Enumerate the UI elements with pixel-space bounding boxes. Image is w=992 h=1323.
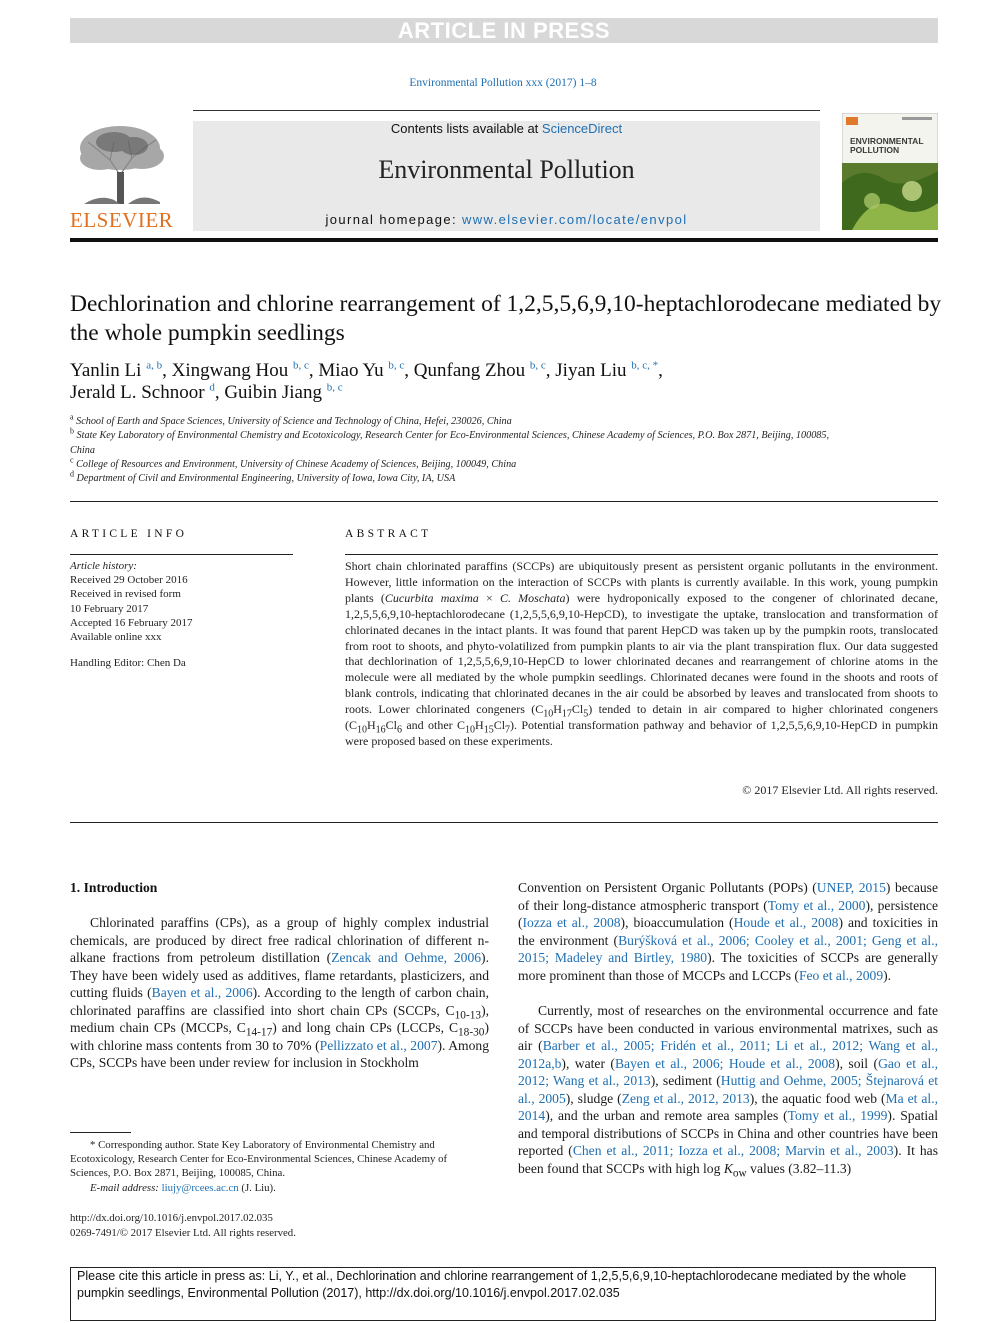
journal-reference[interactable]: Environmental Pollution xxx (2017) 1–8 [409, 77, 597, 89]
history-label: Article history: [70, 560, 137, 572]
elsevier-logo[interactable] [70, 120, 173, 232]
citation-link[interactable]: Huttig and Oehme, 2005; Štejnarová et al., 2005 [518, 1073, 938, 1106]
citation-link[interactable]: Ma et al., 2014 [518, 1090, 938, 1123]
body-text: ), bioaccumulation ( [620, 915, 734, 930]
affiliation: $^a$ School of Earth and Space Sciences, University of Science and Technology of China, Hefei, 230026, China [70, 412, 512, 427]
body-text: ). Among CPs, SCCPs have been under review for inclusion in Stockholm [70, 1037, 490, 1070]
homepage-prefix: journal homepage: [325, 212, 462, 227]
citation-link[interactable]: Zencak and Oehme, 2006 [331, 950, 482, 965]
author[interactable]: Jiyan Liu $^{b, c, *}$ [555, 359, 659, 381]
affiliations [70, 412, 830, 486]
author-line-1: Yanlin Li $^{a, b}$, Xingwang Hou $^{b, c}$, Miao Yu $^{b, c}$, Qunfang Zhou $^{b, c}$, Jiyan Liu $^{b, c, *}$, [70, 359, 663, 381]
author-list [70, 360, 950, 404]
body-text: ), and the urban and remote area samples ( [545, 1108, 788, 1123]
article-in-press-banner: ARTICLE IN PRESS [70, 18, 938, 43]
citation-box: Please cite this article in press as: Li, Y., et al., Dechlorination and chlorine rearrangement of 1,2,5,5,6,9,10-heptachlorodecane mediated by the whole pumpkin seedlings, Environmental Pollution (2017), http://dx.doi.org/10.1016/j.envpol.2017.02.035 [70, 1267, 936, 1321]
citation-link[interactable]: Iozza et al., 2008 [522, 915, 621, 930]
author-line-2: Jerald L. Schnoor $^d$, Guibin Jiang $^{b, c}$ [70, 381, 343, 403]
affiliation: $^b$ State Key Laboratory of Environmental Chemistry and Ecotoxicology, Research Center for Eco-Environmental Sciences, Chinese Academy of Sciences, P.O. Box 2871, Beijing, 100085, China [70, 426, 830, 456]
body-text: ), sediment ( [650, 1073, 721, 1088]
journal-cover-image [842, 113, 938, 230]
issn-copyright: 0269-7491/© 2017 Elsevier Ltd. All rights reserved. [70, 1227, 296, 1239]
body-text: ), water ( [561, 1055, 615, 1071]
body-text: ). The toxicities of SCCPs are generally more prominent than those of MCCPs and LCCPs ( [518, 950, 938, 983]
section-heading-introduction: 1. Introduction [70, 880, 158, 895]
abstract-heading: ABSTRACT [345, 528, 432, 540]
citation-link[interactable]: Burýšková et al., 2006; Cooley et al., 2001; Geng et al., 2015; Madeley and Birtley, 1980 [518, 932, 939, 965]
citation-link[interactable]: Gao et al., 2012; Wang et al., 2013 [518, 1055, 939, 1088]
author[interactable]: Jerald L. Schnoor $^d$ [70, 381, 215, 403]
header-top-rule [193, 110, 820, 111]
doi-link[interactable]: http://dx.doi.org/10.1016/j.envpol.2017.02.035 [70, 1212, 273, 1224]
body-text: ) with chlorine mass contents from 30 to 70% ( [70, 1020, 489, 1053]
affiliation: $^d$ Department of Civil and Environmental Engineering, University of Iowa, Iowa City, IA, USA [70, 469, 456, 485]
body-text: ). They have been widely used as additives, flame retardants, plasticizers, and cutting fluids ( [70, 950, 489, 1000]
article-title: Dechlorination and chlorine rearrangement of 1,2,5,5,6,9,10-heptachlorodecane mediated by the whole pumpkin seedlings [70, 291, 942, 346]
body-text: ), medium chain CPs (MCCPs, C [70, 1002, 489, 1035]
handling-editor: Handling Editor: Chen Da [70, 657, 186, 670]
citation-link[interactable]: Bayen et al., 2006 [151, 985, 253, 1000]
citation-link[interactable]: Zeng et al., 2012, 2013 [621, 1090, 750, 1106]
article-history [70, 559, 293, 670]
subscript: 10-13 [454, 1009, 482, 1022]
intro-paragraph-2 [518, 879, 938, 984]
body-text: Convention on Persistent Organic Pollutants (POPs) ( [518, 880, 817, 895]
abstract-rule [345, 554, 938, 555]
citation-link[interactable]: Pellizzato et al., 2007 [319, 1037, 438, 1053]
abstract-end-rule [70, 822, 938, 823]
body-text: ), the aquatic food web ( [749, 1090, 886, 1106]
body-text: ) and toxicities in the environment ( [518, 915, 938, 948]
citation-link[interactable]: UNEP, 2015 [816, 880, 886, 895]
body-text: ), sludge ( [565, 1090, 622, 1106]
affiliation: $^c$ College of Resources and Environment, University of Chinese Academy of Sciences, Beijing, 100049, China [70, 455, 517, 470]
body-text: ). Spatial and temporal distributions of SCCPs in China and other countries have been reported ( [518, 1108, 938, 1158]
journal-homepage [193, 212, 820, 227]
author[interactable]: Xingwang Hou $^{b, c}$ [171, 359, 309, 381]
cover-title: ENVIRONMENTAL POLLUTION [850, 136, 924, 155]
citation-link[interactable]: Barber et al., 2005; Fridén et al., 2011; Li et al., 2012; Wang et al., 2012a,b [518, 1038, 938, 1071]
corresponding-author-note: * Corresponding author. State Key Laboratory of Environmental Chemistry and Ecotoxicology, Research Center for Eco-Environmental Sciences, Chinese Academy of Sciences, P.O. Box 2871, Beijing, 100085, China. [70, 1139, 448, 1180]
journal-name[interactable]: Environmental Pollution [378, 155, 635, 184]
subscript: ow [732, 1167, 747, 1180]
contents-prefix: Contents lists available at [390, 121, 542, 136]
body-text: ). [883, 967, 892, 983]
history-item: Accepted 16 February 2017 [70, 616, 193, 629]
footnote-rule [70, 1132, 131, 1133]
citation-link[interactable]: Bayen et al., 2006; Houde et al., 2008 [614, 1055, 836, 1071]
header-bottom-rule [70, 238, 938, 242]
article-info-rule [70, 554, 293, 555]
email-label: E-mail address: [90, 1182, 159, 1194]
subscript: 14-17 [245, 1026, 273, 1039]
body-text: ), persistence ( [518, 897, 938, 930]
body-text: Chlorinated paraffins (CPs), as a group of highly complex industrial chemicals, are produced by direct free radical chlorination of different n-alkane fractions from petroleum distillation ( [70, 915, 489, 965]
email-link[interactable]: liujy@rcees.ac.cn [161, 1182, 239, 1194]
contents-line [193, 121, 820, 136]
body-text: ) and long chain CPs (LCCPs, C [272, 1020, 459, 1035]
author[interactable]: Guibin Jiang $^{b, c}$ [224, 381, 343, 403]
intro-paragraph-1 [70, 914, 489, 1072]
citation-link[interactable]: Chen et al., 2011; Iozza et al., 2008; Marvin et al., 2003 [572, 1143, 894, 1158]
intro-paragraph-3 [518, 1002, 939, 1180]
author[interactable]: Yanlin Li $^{a, b}$ [70, 359, 163, 381]
homepage-link[interactable]: www.elsevier.com/locate/envpol [461, 212, 688, 227]
subscript: 18-30 [458, 1026, 485, 1039]
body-text: ). According to the length of carbon chain, chlorinated paraffins are classified into short chain CPs (SCCPs, C [70, 985, 489, 1018]
author[interactable]: Qunfang Zhou $^{b, c}$ [413, 359, 546, 381]
elsevier-wordmark: ELSEVIER [70, 208, 174, 232]
citation-link[interactable]: Tomy et al., 2000 [767, 897, 866, 913]
affiliation-rule [70, 501, 938, 502]
author[interactable]: Miao Yu $^{b, c}$ [318, 359, 405, 381]
body-text: values (3.82–11.3) [746, 1160, 852, 1176]
abstract-copyright: © 2017 Elsevier Ltd. All rights reserved. [742, 783, 938, 797]
body-text: Currently, most of researches on the environmental occurrence and fate of SCCPs have been conducted in various environmental matrixes, such as air ( [518, 1003, 938, 1053]
italic-text: K [723, 1160, 733, 1176]
citation-link[interactable]: Houde et al., 2008 [733, 915, 839, 930]
history-item: Received in revised form [70, 588, 181, 601]
journal-cover-thumbnail[interactable] [842, 113, 938, 230]
body-text: ). It has been found that SCCPs with high log [518, 1143, 938, 1176]
sciencedirect-link[interactable]: ScienceDirect [541, 121, 623, 136]
history-item: Available online xxx [70, 631, 162, 644]
body-text: ) because of their long-distance atmospheric transport ( [518, 880, 938, 913]
citation-link[interactable]: Feo et al., 2009 [798, 967, 884, 983]
article-info-heading: ARTICLE INFO [70, 528, 188, 540]
abstract-text: Short chain chlorinated paraffins (SCCPs) are ubiquitously present as persistent organic pollutants in the environment. However, little information on the interaction of SCCPs with plants is currently available. In this work, young pumpkin plants (Cucurbita maxima × C. Moschata) were hydroponically exposed to the congener of chlorinated decane, 1,2,5,5,6,9,10-heptachlorodecane (1,2,5,5,6,9,10-HepCD), to investigate the uptake, translocation and transformation of chlorinated decanes in the intact plants. It was found that parent HepCD was taken up by the pumpkin roots, translocated from root to shoots, and phyto-volatilized from pumpkin plants to air via the plant transpiration flux. Our data suggested that dechlorination of 1,2,5,5,6,9,10-HepCD to lower chlorinated decanes and rearrangement of chlorine atoms in the molecule were all mediated by the whole pumpkin seedlings. Chlorinated decanes were found in the shoots and roots of blank controls, indicating that chlorinated decanes in the air could be absorbed by leaves and translocated from shoots to roots. Lower chlorinated congeners $(C_{10}H_{17}Cl_5)$ tended to detain in air compared to higher chlorinated congeners ($C_{10}H_{16}Cl_6$ and other $C_{10}H_{15}Cl_7$). Potential transformation pathway and behavior of 1,2,5,5,6,9,10-HepCD in pumpkin were proposed based on these experiments. [345, 559, 938, 748]
email-line: E-mail address: liujy@rcees.ac.cn (J. Liu). [90, 1182, 276, 1194]
body-text: ), soil ( [835, 1055, 879, 1071]
citation-link[interactable]: Tomy et al., 1999 [787, 1108, 888, 1123]
history-item: Received 29 October 2016 [70, 574, 188, 587]
history-item: 10 February 2017 [70, 602, 149, 615]
